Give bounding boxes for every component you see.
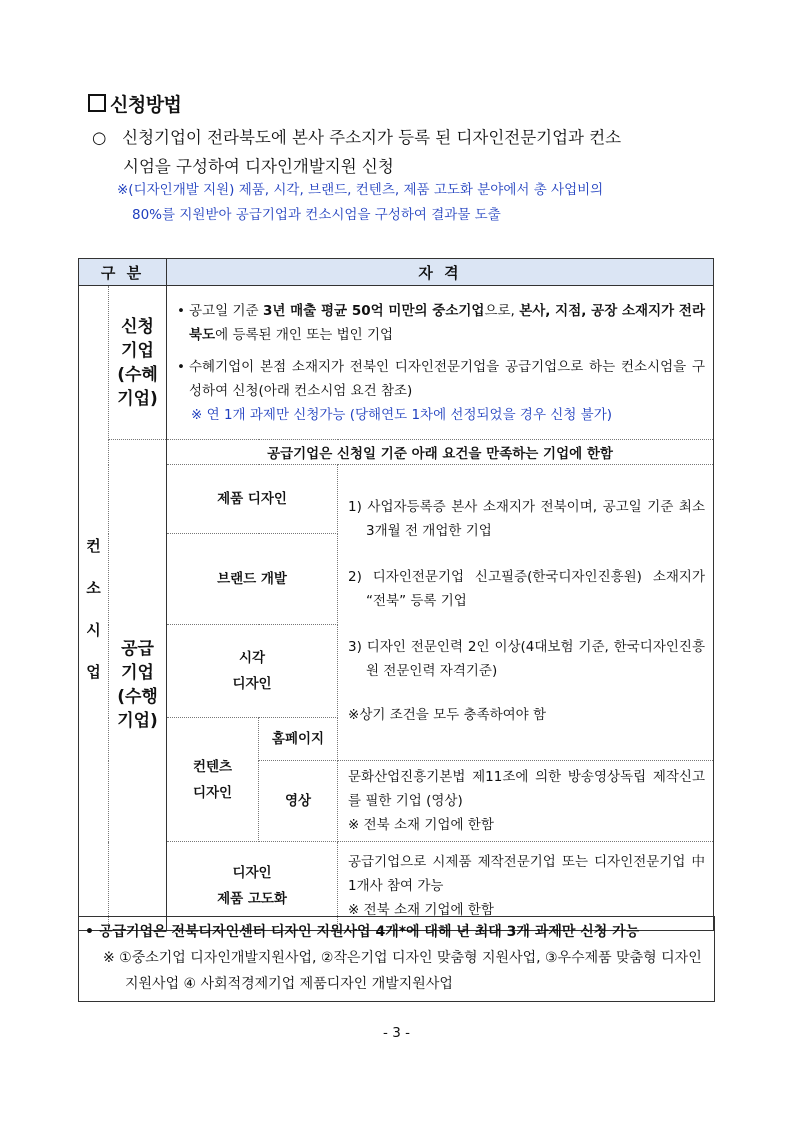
category-visual-design: 시각 디자인 (167, 625, 338, 718)
note-line-2: 80%를 지원받아 공급기업과 컨소시엄을 구성하여 결과물 도출 (132, 207, 501, 223)
applicant-note: ※ 연 1개 과제만 신청가능 (당해연도 1차에 선정되었을 경우 신청 불가) (191, 406, 613, 423)
requirement-1: 1) 사업자등록증 본사 소재지가 전북이며, 공고일 기준 최소 3개월 전 개업한 기업 (348, 499, 706, 539)
video-requirement: 문화산업진흥기본법 제11조에 의한 방송영상독립 제작신고를 필한 기업 (영상) ※ 전북 소재 기업에 한함 (338, 761, 714, 842)
intro-paragraph (92, 123, 722, 181)
footer-note (78, 916, 715, 1002)
intro-line-1: 신청기업이 전라북도에 본사 주소지가 등록 된 디자인전문기업과 컨소 (122, 128, 622, 147)
header-qualification: 자 격 (167, 259, 714, 286)
category-brand-development: 브랜드 개발 (167, 534, 338, 625)
footer-line-2: ※ ①중소기업 디자인개발지원사업, ②작은기업 디자인 맞춤형 지원사업, ③우수제품 맞춤형 디자인 지원사업 ④ 사회적경제기업 제품디자인 개발지원사업 (103, 950, 702, 992)
applicant-bullet-2: • 수혜기업이 본점 소재지가 전북인 디자인전문기업을 공급기업으로 하는 컨소시엄을 구성하여 신청(아래 컨소시엄 요건 참조) (177, 355, 705, 403)
category-product-upgrade: 디자인 제품 고도화 (167, 842, 338, 931)
supplier-top-note: 공급기업은 신청일 기준 아래 요건을 만족하는 기업에 한함 (167, 440, 714, 465)
requirement-all-note: ※상기 조건을 모두 충족하여야 함 (348, 707, 547, 723)
category-product-design: 제품 디자인 (167, 465, 338, 534)
section-title: 신청방법 (88, 90, 181, 117)
qualification-table (78, 258, 714, 931)
note-line-1: ※(디자인개발 지원) 제품, 시각, 브랜드, 컨텐츠, 제품 고도화 분야에서 총 사업비의 (117, 182, 604, 198)
checkbox-square-icon (88, 94, 106, 112)
intro-line-2: 시엄을 구성하여 디자인개발지원 신청 (123, 157, 394, 176)
applicant-label: 신청 기업 (수혜 기업) (109, 286, 167, 440)
applicant-bullet-1: • 공고일 기준 3년 매출 평균 50억 미만의 중소기업으로, 본사, 지점, 공장 소재지가 전라북도에 등록된 개인 또는 법인 기업 (177, 299, 705, 347)
upgrade-requirement: 공급기업으로 시제품 제작전문기업 또는 디자인전문기업 中 1개사 참여 가능 ※ 전북 소재 기업에 한함 (348, 854, 706, 918)
consortium-label: 컨 소 시 업 (79, 286, 109, 931)
category-content-design: 컨텐츠 디자인 (167, 718, 259, 842)
page-number: - 3 - (383, 1025, 410, 1041)
header-category: 구 분 (79, 259, 167, 286)
support-note (117, 178, 727, 228)
footer-line-1: • 공급기업은 전북디자인센터 디자인 지원사업 4개*에 대해 년 최대 3개 과제만 신청 가능 (85, 919, 708, 945)
category-video: 영상 (259, 761, 338, 842)
applicant-qualification (167, 286, 714, 440)
category-homepage: 홈페이지 (259, 718, 338, 761)
circle-bullet-icon: ○ (92, 128, 107, 147)
supplier-requirements (338, 465, 714, 761)
requirement-3: 3) 디자인 전문인력 2인 이상(4대보험 기준, 한국디자인진흥원 전문인력 자격기준) (348, 639, 706, 679)
requirement-2: 2) 디자인전문기업 신고필증(한국디자인진흥원) 소재지가 “전북” 등록 기업 (348, 569, 706, 609)
supplier-label: 공급 기업 (수행 기업) (109, 440, 167, 931)
